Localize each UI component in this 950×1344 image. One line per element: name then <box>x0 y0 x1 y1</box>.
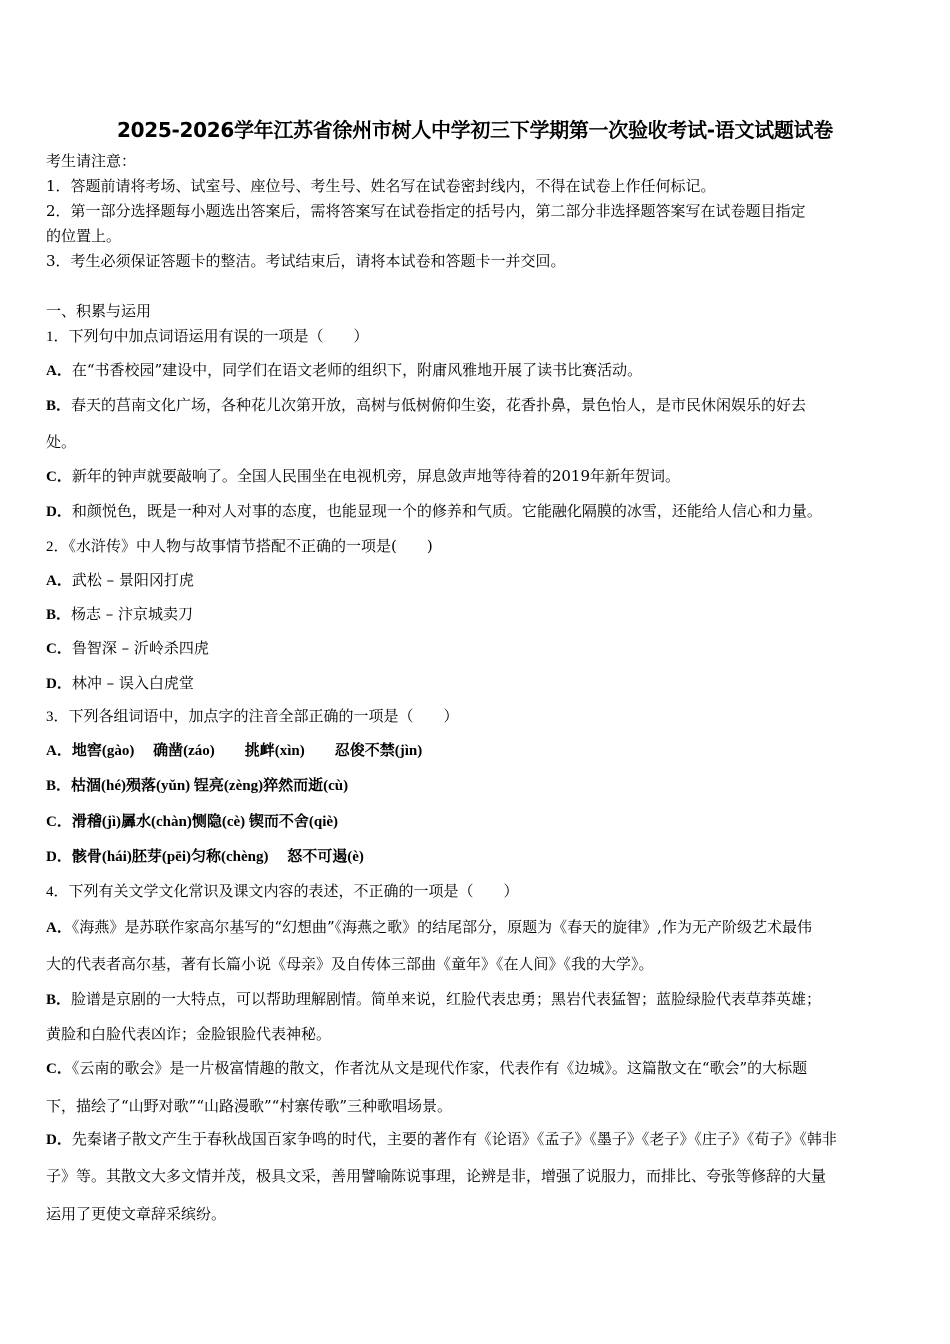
option-text: 骸骨(hái)胚芽(pēi)匀称(chèng) 怒不可遏(è) <box>71 849 364 865</box>
question-stem-text: 《水浒传》中人物与故事情节搭配不正确的一项是( ) <box>68 537 433 555</box>
question-4-option-d-cont-1: 子》等。其散文大多文情并茂，极具文采，善用譬喻陈说事理，论辨是非，增强了说服力，而排比、夸张等修辞的大量 <box>46 1167 827 1185</box>
question-2-option-d[interactable] <box>46 673 908 694</box>
option-letter: B． <box>46 607 72 623</box>
option-text: 《云南的歌会》是一片极富情趣的散文，作者沈从文是现代作家，代表作有《边城》。这篇散文在“歌会”的大标题 <box>71 1059 808 1077</box>
question-number: 4． <box>46 884 69 900</box>
question-2-stem <box>46 536 908 557</box>
option-letter: C． <box>46 469 72 485</box>
question-3-option-d[interactable] <box>46 846 908 867</box>
question-number: 2． <box>46 539 69 555</box>
option-text: 地窖(gào) 确凿(záo) 挑衅(xìn) 忍俊不禁(jìn) <box>71 743 423 759</box>
question-2-option-c[interactable] <box>46 638 908 659</box>
question-number: 1． <box>46 329 69 345</box>
option-letter: B． <box>46 992 72 1008</box>
option-letter: A． <box>46 573 72 589</box>
question-4-option-d[interactable] <box>46 1129 908 1150</box>
question-3-stem <box>46 706 908 727</box>
question-3-option-b[interactable] <box>46 775 908 796</box>
option-text: 枯涸(hé)殒落(yǔn) 锃亮(zèng)猝然而逝(cù) <box>71 778 349 794</box>
option-text: 滑稽(jì)羼水(chàn)恻隐(cè) 锲而不舍(qiè) <box>71 814 339 830</box>
option-text: 武松 – 景阳冈打虎 <box>71 571 194 589</box>
option-letter: B． <box>46 398 72 414</box>
exam-title: 2025-2026学年江苏省徐州市树人中学初三下学期第一次验收考试-语文试题试卷 <box>117 118 833 142</box>
question-4-stem <box>46 881 908 902</box>
option-letter: D． <box>46 1132 72 1148</box>
option-text: 《海燕》是苏联作家高尔基写的“幻想曲”《海燕之歌》的结尾部分，原题为《春天的旋律》,作为无产阶级艺术最伟 <box>71 918 812 936</box>
option-letter: A． <box>46 363 72 379</box>
question-1-option-d[interactable] <box>46 501 908 522</box>
question-4-option-b[interactable] <box>46 989 908 1010</box>
question-1-option-a[interactable] <box>46 360 908 381</box>
question-3-option-c[interactable] <box>46 811 908 832</box>
notice-item-2-cont: 的位置上。 <box>46 227 122 245</box>
question-4-option-b-cont: 黄脸和白脸代表凶诈；金脸银脸代表神秘。 <box>46 1025 332 1043</box>
option-letter: A． <box>46 920 72 936</box>
option-letter: A． <box>46 743 72 759</box>
option-letter: C． <box>46 814 72 830</box>
question-4-option-c[interactable] <box>46 1058 908 1079</box>
section-heading: 一、积累与运用 <box>46 302 152 320</box>
notice-item-1: 1．答题前请将考场、试室号、座位号、考生号、姓名写在试卷密封线内，不得在试卷上作任何标记。 <box>46 177 716 195</box>
option-text: 在“书香校园”建设中，同学们在语文老师的组织下，附庸风雅地开展了读书比赛活动。 <box>71 361 643 379</box>
option-letter: D． <box>46 676 72 692</box>
question-number: 3． <box>46 709 69 725</box>
question-2-option-a[interactable] <box>46 570 908 591</box>
question-1-option-b-cont: 处。 <box>46 433 77 451</box>
question-1-option-b[interactable] <box>46 395 908 416</box>
option-letter: B． <box>46 778 72 794</box>
question-stem-text: 下列有关文学文化常识及课文内容的表述，不正确的一项是（ ） <box>68 882 519 900</box>
question-4-option-a-cont: 大的代表者高尔基，著有长篇小说《母亲》及自传体三部曲《童年》《在人间》《我的大学》。 <box>46 955 654 973</box>
notice-heading: 考生请注意： <box>46 152 137 170</box>
question-2-option-b[interactable] <box>46 604 908 625</box>
question-3-option-a[interactable] <box>46 740 908 761</box>
option-letter: D． <box>46 849 72 865</box>
question-stem-text: 下列句中加点词语运用有误的一项是（ ） <box>68 327 369 345</box>
question-1-stem <box>46 326 908 347</box>
question-4-option-d-cont-2: 运用了更使文章辞采缤纷。 <box>46 1205 227 1223</box>
option-letter: C． <box>46 641 72 657</box>
question-stem-text: 下列各组词语中，加点字的注音全部正确的一项是（ ） <box>68 707 459 725</box>
option-letter: C． <box>46 1061 72 1077</box>
option-text: 鲁智深 – 沂岭杀四虎 <box>71 639 209 657</box>
option-letter: D． <box>46 504 72 520</box>
option-text: 春天的莒南文化广场，各种花儿次第开放，高树与低树俯仰生姿，花香扑鼻，景色怡人，是市民休闲娱乐的好去 <box>71 396 807 414</box>
option-text: 先秦诸子散文产生于春秋战国百家争鸣的时代，主要的著作有《论语》《孟子》《墨子》《老子》《庄子》《荀子》《韩非 <box>71 1130 837 1148</box>
option-text: 新年的钟声就要敲响了。全国人民围坐在电视机旁，屏息敛声地等待着的2019年新年贺词。 <box>71 467 681 485</box>
notice-item-3: 3．考生必须保证答题卡的整洁。考试结束后，请将本试卷和答题卡一并交回。 <box>46 252 566 270</box>
question-4-option-a[interactable] <box>46 917 908 938</box>
option-text: 和颜悦色，既是一种对人对事的态度，也能显现一个的修养和气质。它能融化隔膜的冰雪，还能给人信心和力量。 <box>71 502 822 520</box>
option-text: 林冲 – 误入白虎堂 <box>71 674 194 692</box>
option-text: 杨志 – 汴京城卖刀 <box>71 605 194 623</box>
notice-item-2: 2．第一部分选择题每小题选出答案后，需将答案写在试卷指定的括号内，第二部分非选择题答案写在试卷题目指定 <box>46 202 806 220</box>
option-text: 脸谱是京剧的一大特点，可以帮助理解剧情。简单来说，红脸代表忠勇；黑岩代表猛智；蓝脸绿脸代表草莽英雄； <box>71 990 822 1008</box>
question-4-option-c-cont: 下，描绘了“山野对歌”“山路漫歌”“村寨传歌”三种歌唱场景。 <box>46 1097 453 1115</box>
question-1-option-c[interactable] <box>46 466 908 487</box>
